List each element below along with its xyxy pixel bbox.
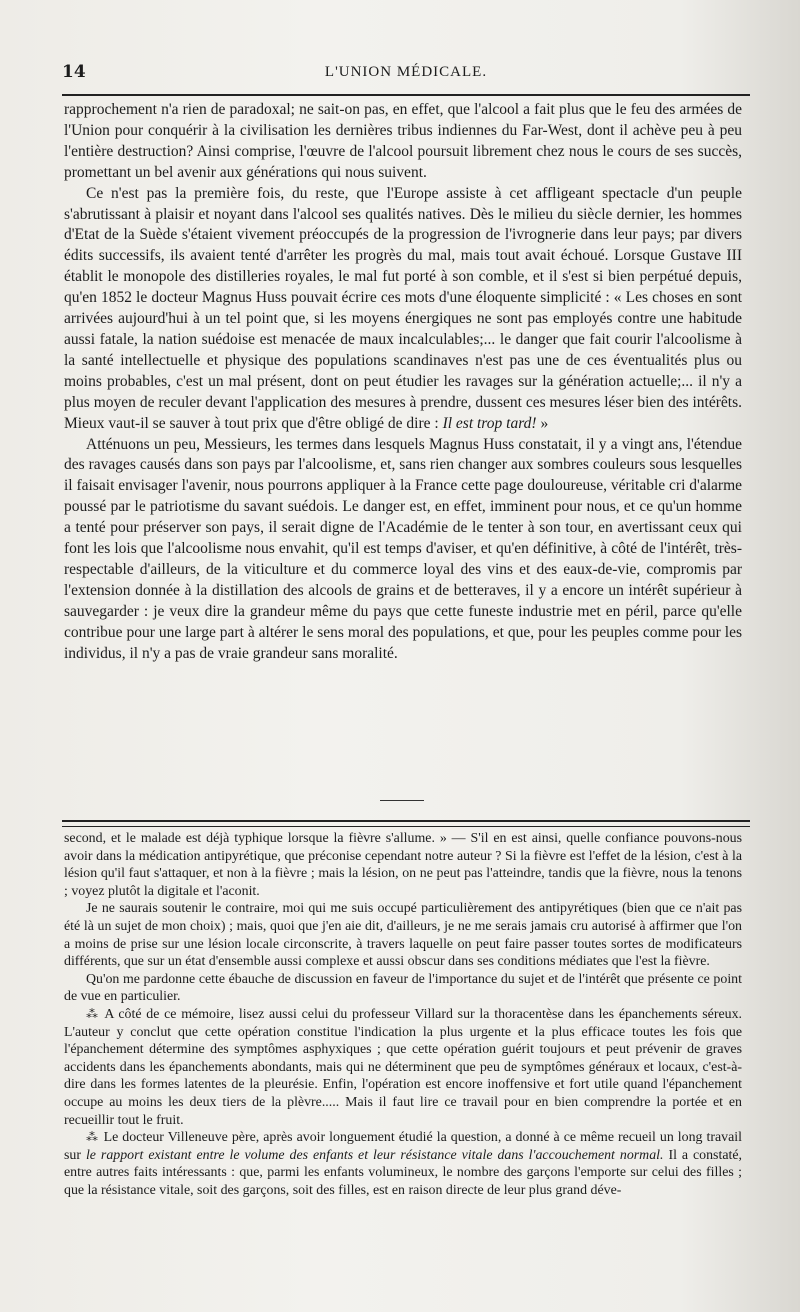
journal-title: L'UNION MÉDICALE.: [324, 64, 488, 80]
asterism-2: ⁂: [86, 1130, 100, 1145]
note-paragraph-2: Je ne saurais soutenir le contraire, moi qui me suis occupé particulièrement des antipyrétiques (bien que ce n'ait pas été là un sujet de mon choix) ; mais, quoi que j'en aie dit, d'ailleurs, je ne me serais jamais cru autorisé à affirmer que l'on a moins de prise sur une lésion locale circonscrite, à travers laquelle on peut faire passer toutes sortes de modificateurs différents, que sur un état d'ensemble aussi complexe et aussi obscur dans ses conditions médiates que l'est la fièvre.: [64, 901, 742, 970]
double-rule: [62, 820, 750, 827]
main-paragraph-1: rapprochement n'a rien de paradoxal; ne sait-on pas, en effet, que l'alcool a fait plus que le feu des armées de l'Union pour conquérir à la civilisation les dernières tribus indiennes du Far-West, dont il achève peu à peu l'entière destruction? Ainsi comprise, l'œuvre de l'alcool poursuit librement chez nous le cours de ses succès, promettant un bel avenir aux générations qui nous suivent.: [64, 101, 742, 181]
main-paragraph-3: Atténuons un peu, Messieurs, les termes dans lesquels Magnus Huss constatait, il y a vingt ans, l'étendue des ravages causés dans son pays par l'alcoolisme, et, sans rien changer aux sombres couleurs sous lesquelles il faisait envisager l'avenir, nous pourrons appliquer à la France cette page douloureuse, véritable cri d'alarme poussé par le patriotisme du savant suédois. Le danger est, en effet, imminent pour nous, et ce qu'un homme a tenté pour préserver son pays, il serait digne de l'Académie de le tenter à son tour, en avertissant ceux qui font les lois que l'alcoolisme nous envahit, qu'il est temps d'aviser, et qu'en définitive, à côté de l'intérêt, très-respectable d'ailleurs, de la viticulture et du commerce loyal des vins et des eaux-de-vie, compromis par l'extension donnée à la distillation des alcools de grains et de betteraves, il y a encore un intérêt supérieur à sauvegarder : je veux dire la grandeur même du pays que cette funeste industrie met en péril, parce qu'elle contribue pour une large part à altérer le sens moral des populations, et que, pour les peuples comme pour les individus, il n'y a pas de vraie grandeur sans moralité.: [64, 435, 742, 662]
main-paragraph-2: [64, 184, 742, 435]
villeneuve-before: Le docteur Villeneuve père, après avoir longuement étudié la question, a donné à ce même recueil un long travail sur: [64, 1130, 742, 1163]
note-villeneuve: [64, 1129, 742, 1199]
asterism-1: ⁂: [86, 1006, 101, 1021]
main-text: [64, 100, 742, 664]
page-header: [62, 58, 750, 88]
section-separator: [380, 800, 424, 801]
note-paragraph-3: Qu'on me pardonne cette ébauche de discussion en faveur de l'importance du sujet et de l'intérêt que présente ce point de vue en particulier.: [64, 971, 742, 1005]
note-paragraph-1: second, et le malade est déjà typhique lorsque la fièvre s'allume. » — S'il en est ainsi, quelle confiance pouvons-nous avoir dans la médication antipyrétique, que préconise cependant notre auteur ? Si la fièvre est l'effet de la lésion, c'est à la lésion qu'il faut s'attaquer, et non à la fièvre ; mais la lésion, on ne peut pas l'atteindre, tandis que la fièvre, nous la tenons ; voyez plutôt la digitale et l'aconit.: [64, 831, 742, 899]
quote-italic: Il est trop tard!: [442, 414, 537, 432]
header-rule: [62, 94, 750, 96]
page-number: 14: [62, 62, 86, 82]
villard-text: A côté de ce mémoire, lisez aussi celui du professeur Villard sur la thoracentèse dans les épanchements séreux. L'auteur y conclut que cette opération constitue l'indication la plus urgente et la plus efficace toutes les fois que l'épanchement détermine des symptômes asphyxiques ; que cette opération guérit toujours et peut prévenir de graves accidents dans les épanchements abondants, mais qui ne déterminent que peu de symptômes généraux et locaux, c'est-à-dire dans les formes latentes de la pleurésie. Enfin, l'opération est encore inoffensive et fort utile quand l'épanchement occupe au moins les deux tiers de la plèvre..... Mais il faut lire ce travail pour en bien comprendre la portée et en recueillir tout le fruit.: [64, 1006, 742, 1128]
note-villard: [64, 1006, 742, 1129]
villeneuve-italic: le rapport existant entre le volume des enfants et leur résistance vitale dans l'accouchement normal.: [85, 1147, 664, 1163]
notes-text: [64, 830, 742, 1199]
main-paragraph-2-text: Ce n'est pas la première fois, du reste, que l'Europe assiste à cet affligeant spectacle d'un peuple s'abrutissant à plaisir et noyant dans l'alcool ses qualités natives. Dès le milieu du siècle dernier, les hommes d'Etat de la Suède s'étaient vivement préoccupés de la progression de l'ivrognerie dans leur pays; par divers édits successifs, ils avaient tenté d'arrêter les progrès du mal, mais tout avait échoué. Lorsque Gustave III établit le monopole des distilleries royales, le mal fut porté à son comble, et il s'est si bien perpétué depuis, qu'en 1852 le docteur Magnus Huss pouvait écrire ces mots d'une éloquente simplicité : « Les choses en sont arrivées aujourd'hui à un tel point que, si les moyens énergiques ne sont pas employés contre une habitude aussi fatale, la nation suédoise est menacée de maux incalculables;... le danger que fait courir l'alcoolisme à la santé intellectuelle et physique des populations scandinaves n'est pas une de ces éventualités plus ou moins probables, c'est un mal présent, dont on peut étudier les ravages sur la génération actuelle;... il n'y a plus moyen de reculer devant l'application des mesures à prendre, dussent ces mesures léser bien des intérêts. Mieux vaut-il se sauver à tout prix que d'être obligé de dire :: [64, 184, 742, 432]
quote-close: »: [536, 414, 549, 432]
villeneuve-after: Il a constaté, entre autres faits intéressants : que, parmi les enfants volumineux, le nombre des garçons l'emporte sur celui des filles ; que la résistance vitale, soit des garçons, soit des filles, est en raison directe de leur plus grand déve-: [64, 1147, 742, 1198]
